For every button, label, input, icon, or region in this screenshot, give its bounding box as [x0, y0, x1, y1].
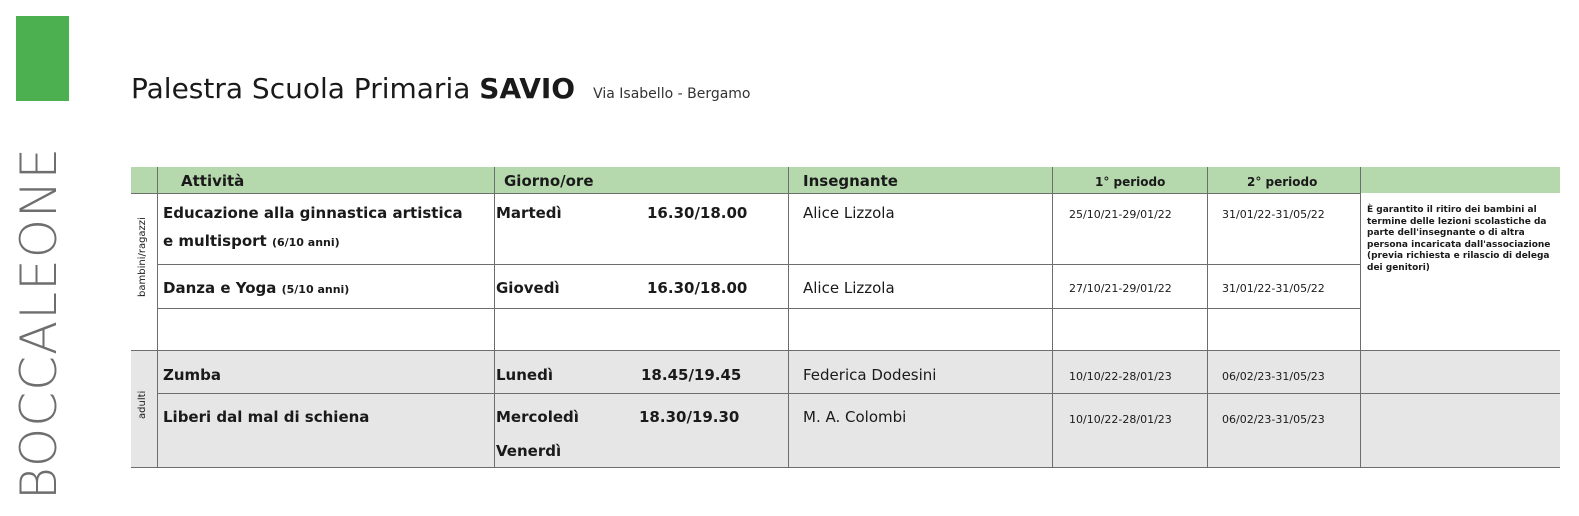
- row-divider: [157, 308, 1360, 309]
- column-divider: [157, 167, 158, 468]
- activity-teacher: Federica Dodesini: [803, 366, 937, 384]
- column-divider: [788, 167, 789, 468]
- activity-teacher: Alice Lizzola: [803, 204, 895, 222]
- column-divider: [1360, 167, 1361, 468]
- column-divider: [494, 167, 495, 468]
- activity-teacher: M. A. Colombi: [803, 408, 907, 426]
- header-activity: Attività: [181, 172, 245, 190]
- activity-name: Educazione alla ginnastica artistica: [163, 204, 463, 222]
- activity-name-part: e multisport: [163, 232, 267, 250]
- activity-time: 16.30/18.00: [647, 279, 748, 297]
- activity-period-2: 31/01/22-31/05/22: [1222, 282, 1325, 295]
- header-period-2: 2° periodo: [1247, 175, 1318, 189]
- activity-name: Liberi dal mal di schiena: [163, 408, 370, 426]
- activity-age: (6/10 anni): [271, 236, 340, 249]
- heading-school-name: SAVIO: [479, 72, 576, 105]
- header-bottom-rule: [131, 193, 1360, 194]
- column-divider: [1052, 167, 1053, 468]
- activity-period-1: 25/10/21-29/01/22: [1069, 208, 1172, 221]
- activity-period-1: 10/10/22-28/01/23: [1069, 370, 1172, 383]
- activity-name: [163, 279, 349, 297]
- brand-color-block: [16, 16, 69, 101]
- activity-day: Martedì: [496, 204, 562, 222]
- heading-prefix: Palestra Scuola Primaria: [131, 72, 480, 105]
- activity-teacher: Alice Lizzola: [803, 279, 895, 297]
- header-teacher: Insegnante: [803, 172, 898, 190]
- heading-address: Via Isabello - Bergamo: [593, 86, 751, 102]
- row-divider: [157, 264, 1360, 265]
- group-label-kids: bambini/ragazzi: [137, 217, 148, 297]
- activity-name-part: Danza e Yoga: [163, 279, 277, 297]
- pickup-note: È garantito il ritiro dei bambini al termine delle lezioni scolastiche da parte dell'insegnante o di altra persona incaricata dall'associazione (previa richiesta e rilascio di delega dei genitori): [1367, 205, 1551, 273]
- activity-age: (5/10 anni): [281, 283, 350, 296]
- column-divider: [1207, 167, 1208, 468]
- activity-day: Mercoledì: [496, 408, 579, 426]
- page-heading: [131, 72, 751, 105]
- row-divider: [157, 393, 1560, 394]
- activity-day: Lunedì: [496, 366, 553, 384]
- table-bottom-rule: [131, 467, 1560, 468]
- section-divider: [131, 350, 1560, 351]
- activity-period-2: 06/02/23-31/05/23: [1222, 413, 1325, 426]
- activity-time: 18.45/19.45: [641, 366, 742, 384]
- activity-period-2: 06/02/23-31/05/23: [1222, 370, 1325, 383]
- activity-period-1: 10/10/22-28/01/23: [1069, 413, 1172, 426]
- header-day-time: Giorno/ore: [504, 172, 594, 190]
- header-period-1: 1° periodo: [1095, 175, 1166, 189]
- group-label-adults: adulti: [137, 390, 148, 419]
- activity-time: 18.30/19.30: [639, 408, 740, 426]
- activity-day: Giovedì: [496, 279, 560, 297]
- activity-day-secondary: Venerdì: [496, 442, 562, 460]
- district-title: BOCCALEONE: [10, 146, 68, 500]
- activity-period-2: 31/01/22-31/05/22: [1222, 208, 1325, 221]
- activity-time: 16.30/18.00: [647, 204, 748, 222]
- activity-name-continued: [163, 232, 340, 250]
- activity-period-1: 27/10/21-29/01/22: [1069, 282, 1172, 295]
- schedule-table: [131, 167, 1560, 468]
- activity-name: Zumba: [163, 366, 222, 384]
